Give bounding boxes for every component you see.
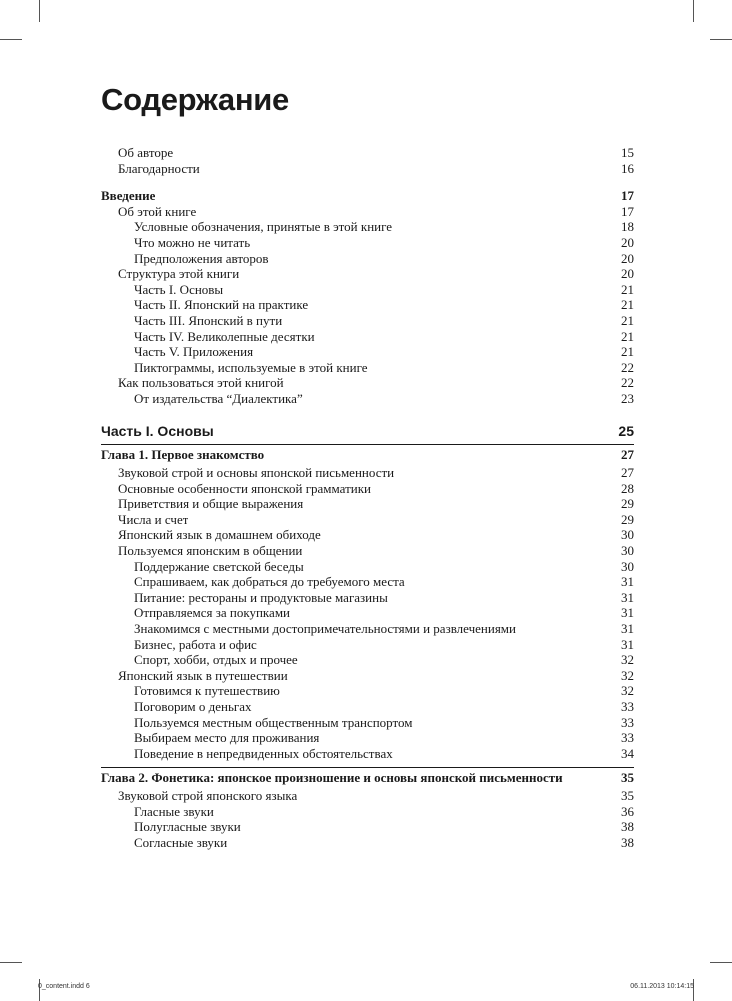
toc-entry-page: 33 xyxy=(621,699,634,714)
toc-entry-title: Гласные звуки xyxy=(134,803,214,819)
toc-entry-page: 20 xyxy=(621,234,634,250)
toc-entry[interactable] xyxy=(101,746,634,762)
toc-intro-heading[interactable] xyxy=(101,188,634,204)
toc-entry-title: Звуковой строй японского языка xyxy=(118,787,298,803)
toc-entry[interactable] xyxy=(101,730,634,746)
toc-entry-page: 17 xyxy=(621,203,634,219)
toc-entry[interactable] xyxy=(101,590,634,606)
toc-entry-page: 20 xyxy=(621,266,634,282)
toc-entry[interactable] xyxy=(101,668,634,684)
toc-entry-title: Предположения авторов xyxy=(134,250,269,266)
toc-entry-title: Часть II. Японский на практике xyxy=(134,297,309,313)
toc-entry-title: Бизнес, работа и офис xyxy=(134,636,257,652)
toc-entry[interactable] xyxy=(101,391,634,407)
toc-entry[interactable] xyxy=(101,496,634,512)
toc-entry-title: Питание: рестораны и продуктовые магазины xyxy=(134,589,388,605)
toc-entry-page: 27 xyxy=(621,446,634,462)
toc-entry[interactable] xyxy=(101,313,634,329)
toc-entry-page: 20 xyxy=(621,250,634,266)
toc-entry-title: Основные особенности японской грамматики xyxy=(118,480,372,496)
toc-entry-page: 33 xyxy=(621,714,634,730)
toc-entry-title: Условные обозначения, принятые в этой книге xyxy=(134,219,393,235)
toc-entry-page: 31 xyxy=(621,589,634,605)
crop-mark xyxy=(710,39,732,40)
toc-entry-page: 30 xyxy=(621,527,634,543)
toc-entry[interactable] xyxy=(101,282,634,298)
toc-entry-page: 31 xyxy=(621,574,634,590)
toc-entry[interactable] xyxy=(101,481,634,497)
toc-entry-page: 21 xyxy=(621,328,634,344)
toc-entry-title: Отправляемся за покупками xyxy=(134,605,290,621)
toc-entry-title: Поддержание светской беседы xyxy=(134,558,304,574)
toc-entry-title: Пользуемся местным общественным транспортом xyxy=(134,714,413,730)
table-of-contents xyxy=(101,145,634,850)
toc-entry[interactable] xyxy=(101,621,634,637)
crop-mark xyxy=(0,962,22,963)
toc-entry-title: Об авторе xyxy=(118,145,174,160)
toc-entry[interactable] xyxy=(101,219,634,235)
toc-entry-page: 21 xyxy=(621,312,634,328)
toc-entry-page: 21 xyxy=(621,297,634,313)
toc-entry-page: 31 xyxy=(621,605,634,621)
toc-entry-page: 23 xyxy=(621,390,634,406)
toc-part-heading[interactable] xyxy=(101,423,634,440)
toc-entry-page: 31 xyxy=(621,636,634,652)
crop-mark xyxy=(710,962,732,963)
toc-entry[interactable] xyxy=(101,804,634,820)
toc-entry-title: От издательства “Диалектика” xyxy=(134,390,303,406)
toc-chapter-heading[interactable] xyxy=(101,444,634,463)
toc-entry-page: 25 xyxy=(618,422,634,439)
toc-entry-page: 32 xyxy=(621,683,634,699)
toc-chapter-heading[interactable] xyxy=(101,767,634,786)
toc-entry-page: 29 xyxy=(621,511,634,527)
toc-entry-title: Спорт, хобби, отдых и прочее xyxy=(134,652,298,668)
toc-entry[interactable] xyxy=(101,512,634,528)
toc-entry[interactable] xyxy=(101,266,634,282)
toc-entry-page: 38 xyxy=(621,819,634,835)
crop-mark xyxy=(0,39,22,40)
toc-entry[interactable] xyxy=(101,251,634,267)
toc-entry-title: Часть IV. Великолепные десятки xyxy=(134,328,315,344)
toc-entry-title: Спрашиваем, как добраться до требуемого места xyxy=(134,574,405,590)
toc-entry-page: 38 xyxy=(621,834,634,850)
toc-entry-page: 17 xyxy=(621,188,634,204)
toc-entry[interactable] xyxy=(101,344,634,360)
toc-entry[interactable] xyxy=(101,375,634,391)
toc-entry-title: Что можно не читать xyxy=(134,234,251,250)
toc-entry[interactable] xyxy=(101,605,634,621)
toc-entry-title: Пользуемся японским в общении xyxy=(118,543,303,559)
toc-entry[interactable] xyxy=(101,652,634,668)
toc-entry[interactable] xyxy=(101,360,634,376)
toc-entry[interactable] xyxy=(101,788,634,804)
toc-entry-title: Числа и счет xyxy=(118,511,189,527)
toc-entry-title: Часть I. Основы xyxy=(101,422,214,439)
toc-entry[interactable] xyxy=(101,204,634,220)
toc-entry-title: Часть V. Приложения xyxy=(134,344,254,360)
toc-entry-page: 33 xyxy=(621,730,634,746)
toc-entry[interactable] xyxy=(101,819,634,835)
toc-entry-page: 28 xyxy=(621,480,634,496)
toc-entry-page: 30 xyxy=(621,558,634,574)
toc-chapter2-section xyxy=(101,788,634,850)
toc-entry-title: Часть I. Основы xyxy=(134,281,224,297)
toc-front-section xyxy=(101,145,634,176)
toc-entry[interactable] xyxy=(101,161,634,177)
toc-entry[interactable] xyxy=(101,683,634,699)
toc-entry[interactable] xyxy=(101,235,634,251)
toc-entry-title: Глава 1. Первое знакомство xyxy=(101,446,265,462)
toc-entry[interactable] xyxy=(101,574,634,590)
toc-entry-title: Часть III. Японский в пути xyxy=(134,312,283,328)
toc-entry-title: Пиктограммы, используемые в этой книге xyxy=(134,359,368,375)
toc-entry[interactable] xyxy=(101,543,634,559)
toc-entry-page: 32 xyxy=(621,652,634,668)
toc-entry-page: 16 xyxy=(621,160,634,176)
toc-entry[interactable] xyxy=(101,527,634,543)
toc-entry[interactable] xyxy=(101,145,634,161)
toc-entry[interactable] xyxy=(101,699,634,715)
toc-entry-page: 36 xyxy=(621,803,634,819)
crop-mark xyxy=(39,0,40,22)
toc-entry-title: Японский язык в путешествии xyxy=(118,667,288,683)
toc-entry-title: Японский язык в домашнем обиходе xyxy=(118,527,321,543)
toc-entry-title: Согласные звуки xyxy=(134,834,228,850)
toc-entry[interactable] xyxy=(101,329,634,345)
toc-entry-page: 32 xyxy=(621,667,634,683)
toc-entry-title: Благодарности xyxy=(118,160,200,176)
toc-entry-title: Выбираем место для проживания xyxy=(134,730,320,746)
toc-entry-title: Поведение в непредвиденных обстоятельствах xyxy=(134,745,393,761)
toc-entry-page: 22 xyxy=(621,359,634,375)
toc-entry[interactable] xyxy=(101,835,634,851)
footer-datetime: 06.11.2013 10:14:15 xyxy=(630,983,694,990)
crop-mark xyxy=(693,0,694,22)
toc-entry-title: Введение xyxy=(101,188,156,204)
toc-entry-title: Приветствия и общие выражения xyxy=(118,496,304,512)
toc-entry-page: 35 xyxy=(621,770,634,786)
toc-entry-title: Об этой книге xyxy=(118,203,197,219)
toc-entry-page: 30 xyxy=(621,543,634,559)
toc-entry-title: Структура этой книги xyxy=(118,266,240,282)
toc-entry-page: 22 xyxy=(621,375,634,391)
toc-entry-title: Как пользоваться этой книгой xyxy=(118,375,284,391)
toc-entry-title: Знакомимся с местными достопримечательностями и развлечениями xyxy=(134,621,516,637)
toc-entry-page: 18 xyxy=(621,219,634,235)
toc-entry-page: 35 xyxy=(621,787,634,803)
toc-entry-page: 31 xyxy=(621,621,634,637)
toc-entry[interactable] xyxy=(101,637,634,653)
toc-entry-page: 29 xyxy=(621,496,634,512)
toc-entry[interactable] xyxy=(101,715,634,731)
toc-entry-title: Полугласные звуки xyxy=(134,819,241,835)
toc-entry-title: Глава 2. Фонетика: японское произношение и основы японской письменности xyxy=(101,770,563,786)
toc-entry-title: Готовимся к путешествию xyxy=(134,683,280,699)
toc-entry-title: Поговорим о деньгах xyxy=(134,699,252,714)
toc-entry-page: 21 xyxy=(621,344,634,360)
toc-chapter1-section xyxy=(101,465,634,761)
footer-filename: 0_content.indd 6 xyxy=(38,983,90,990)
toc-entry[interactable] xyxy=(101,297,634,313)
toc-entry-page: 15 xyxy=(621,145,634,160)
toc-entry-page: 27 xyxy=(621,465,634,481)
toc-entry-page: 21 xyxy=(621,281,634,297)
page-title: Содержание xyxy=(101,82,289,117)
toc-entry-title: Звуковой строй и основы японской письменности xyxy=(118,465,395,481)
toc-intro-section xyxy=(101,204,634,407)
toc-entry-page: 34 xyxy=(621,745,634,761)
toc-entry[interactable] xyxy=(101,465,634,481)
toc-entry[interactable] xyxy=(101,559,634,575)
